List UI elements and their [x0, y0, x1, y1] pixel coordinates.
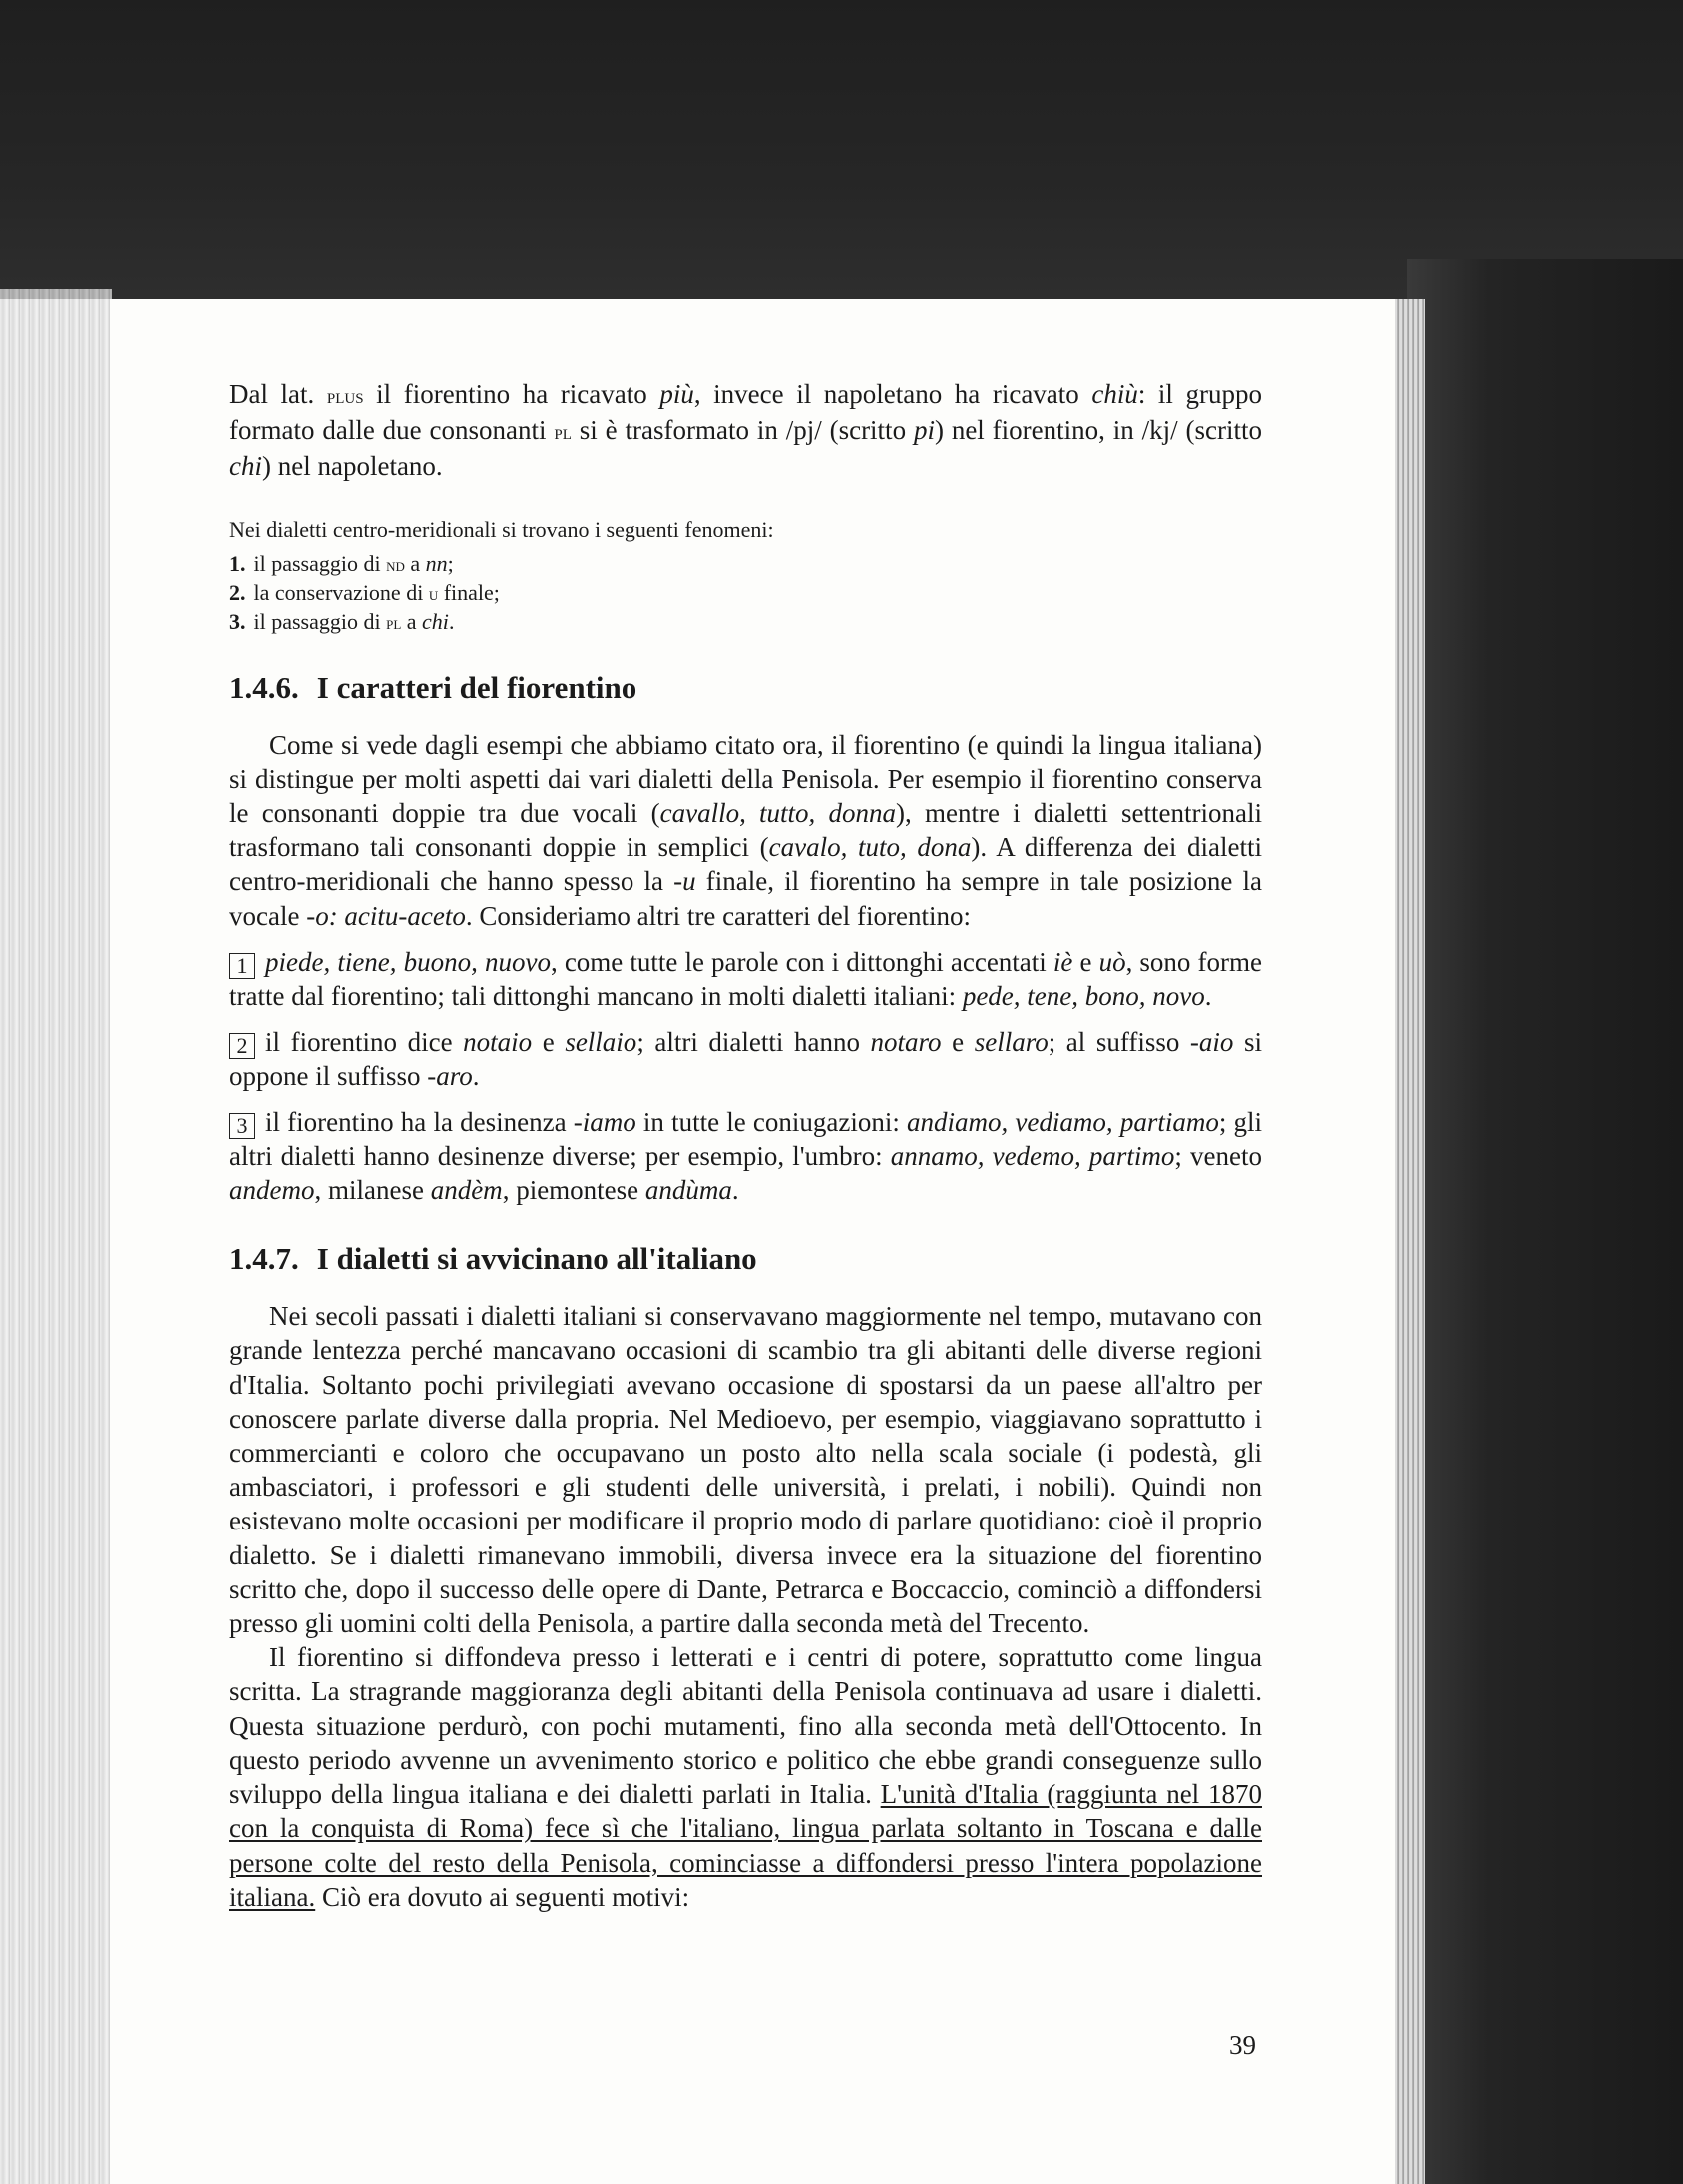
list-item: 2. la conservazione di u finale;	[229, 579, 500, 605]
point-number-box: 1	[229, 953, 255, 979]
section2-paragraph-2: Il fiorentino si diffondeva presso i letterati e i centri di potere, soprattutto come lingua scritta. La stragrande maggioranza degli abitanti della Penisola continuava ad usare i dialetti. Questa situazione perdurò, con pochi mutamenti, fino alla seconda metà dell'Ottocento. In questo periodo avvenne un avvenimento storico e politico che ebbe grandi conseguenze sullo sviluppo della lingua italiana e dei dialetti parlati in Italia. L'unità d'Italia (raggiunta nel 1870 con la conquista di Roma) fece sì che l'italiano, lingua parlata soltanto in Toscana e dalle persone colte del resto della Penisola, cominciasse a diffondersi presso l'intera popolazione italiana. Ciò era dovuto ai seguenti motivi:	[229, 1642, 1262, 1912]
list-item: 3. il passaggio di pl a chi.	[229, 608, 455, 634]
note-box	[229, 516, 1262, 637]
page-edges-right	[1395, 299, 1425, 2184]
point-2: 2 il fiorentino dice notaio e sellaio; altri dialetti hanno notaro e sellaro; al suffisso -aio si oppone il suffisso -aro.	[229, 1027, 1263, 1092]
section1-paragraph: Come si vede dagli esempi che abbiamo citato ora, il fiorentino (e quindi la lingua italiana) si distingue per molti aspetti dai vari dialetti della Penisola. Per esempio il fiorentino conserva le consonanti doppie tra due vocali (cavallo, tutto, donna), mentre i dialetti settentrionali trasformano tali consonanti doppie in semplici (cavalo, tuto, dona). A differenza dei dialetti centro-meridionali che hanno spesso la -u finale, il fiorentino ha sempre in tale posizione la vocale -o: acitu-aceto. Consideriamo altri tre caratteri del fiorentino:	[229, 729, 1263, 931]
book-gutter-left	[0, 289, 112, 2184]
note-lead: Nei dialetti centro-meridionali si trovano i seguenti fenomeni:	[229, 516, 774, 542]
scan-background-top	[0, 0, 1683, 299]
note-list	[229, 550, 1262, 637]
point-1: 1 piede, tiene, buono, nuovo, come tutte le parole con i dittonghi accentati iè e uò, sono forme tratte dal fiorentino; tali dittonghi mancano in molti dialetti italiani: pede, tene, bono, novo.	[229, 946, 1262, 1012]
underlined-passage: L'unità d'Italia (raggiunta nel 1870 con la conquista di Roma) fece sì che l'italiano, lingua parlata soltanto in Toscana e dalle persone colte del resto della Penisola, cominciasse a diffondersi presso l'intera popolazione italiana.	[229, 1779, 1262, 1912]
scan-background-right	[1407, 259, 1683, 2184]
point-number-box: 2	[229, 1033, 255, 1059]
section-heading-1-4-6: 1.4.6. I caratteri del fiorentino	[229, 669, 637, 705]
point-number-box: 3	[229, 1113, 255, 1139]
intro-paragraph: Dal lat. plus il fiorentino ha ricavato più, invece il napoletano ha ricavato chiù: il gruppo formato dalle due consonanti pl si è trasformato in /pj/ (scritto pi) nel fiorentino, in /kj/ (scritto chi) nel napoletano.	[229, 379, 1262, 482]
list-item: 1. il passaggio di nd a nn;	[229, 550, 454, 576]
point-3: 3 il fiorentino ha la desinenza -iamo in tutte le coniugazioni: andiamo, vediamo, partiamo; gli altri dialetti hanno desinenze diverse; per esempio, l'umbro: annamo, vedemo, partimo; veneto andemo, milanese andèm, piemontese andùma.	[229, 1106, 1262, 1206]
page-number: 39	[1229, 2030, 1256, 2060]
page-content	[229, 377, 1262, 1914]
section2-paragraph-1: Nei secoli passati i dialetti italiani si conservavano maggiormente nel tempo, mutavano con grande lentezza perché mancavano occasioni di scambio tra gli abitanti delle diverse regioni d'Italia. Soltanto pochi privilegiati avevano occasione di spostarsi da un paese all'altro per conoscere parlate diverse dalla propria. Nel Medioevo, per esempio, viaggiavano soprattutto i commercianti e coloro che occupavano un posto alto nella scala sociale (i podestà, gli ambasciatori, i professori e gli studenti delle università, i prelati, i nobili). Quindi non esistevano molte occasioni per modificare il proprio modo di parlare quotidiano: cioè il proprio dialetto. Se i dialetti rimanevano immobili, diversa invece era la situazione del fiorentino scritto che, dopo il successo delle opere di Dante, Petrarca e Boccaccio, cominciò a diffondersi presso gli uomini colti della Penisola, a partire dalla seconda metà del Trecento.	[229, 1301, 1262, 1639]
section-heading-1-4-7: 1.4.7. I dialetti si avvicinano all'italiano	[229, 1241, 757, 1277]
